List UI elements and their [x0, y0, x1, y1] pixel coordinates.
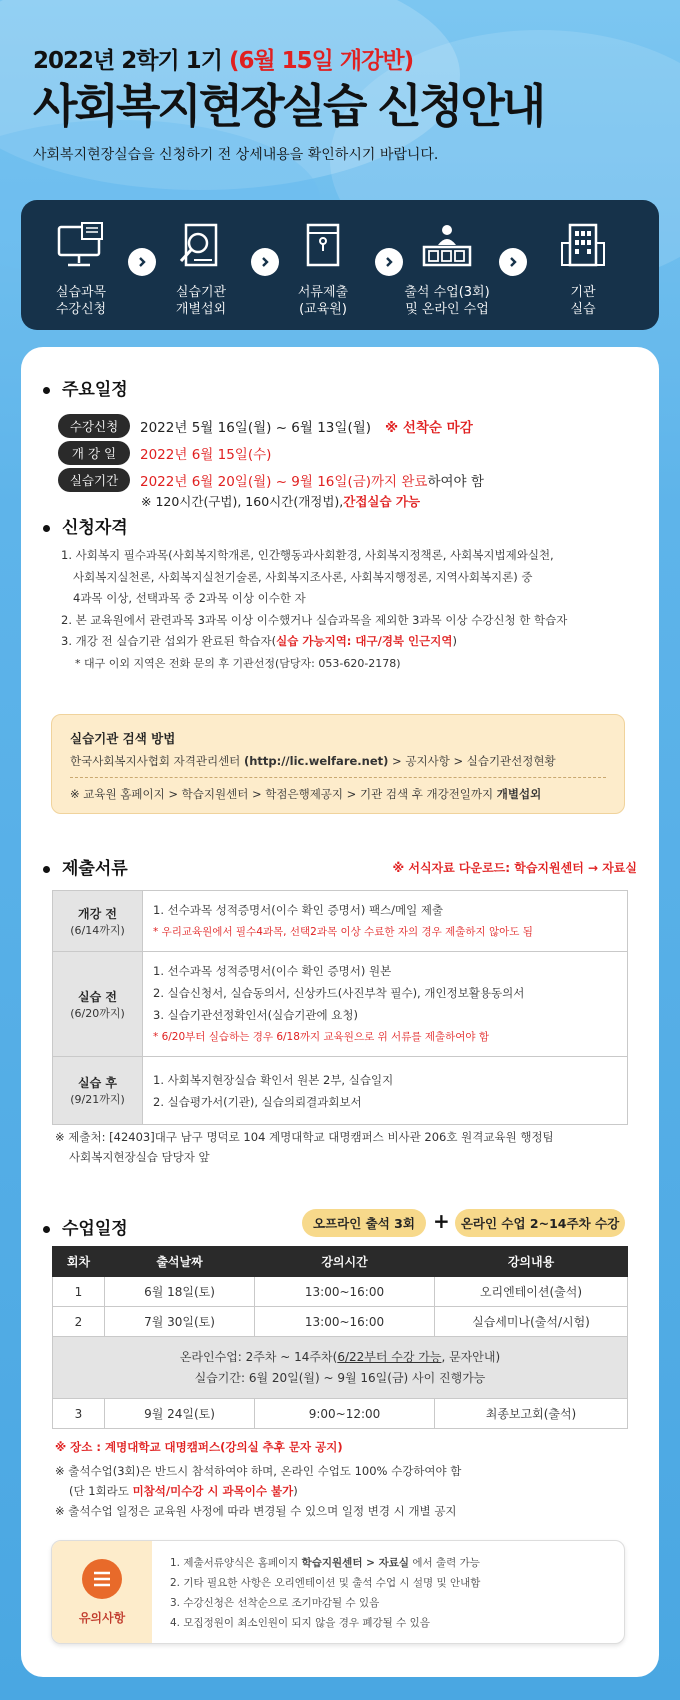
- doc-row-head: [53, 1057, 143, 1125]
- schedule-note: ※ 선착순 마감: [385, 420, 473, 436]
- note-text: (단 1회라도: [69, 1484, 133, 1498]
- process-steps: [21, 200, 659, 330]
- submission-address: [55, 1127, 554, 1167]
- step-label-line1: 서류제출: [297, 285, 349, 300]
- online-badge: 온라인 수업 2~14주차 수강: [455, 1209, 625, 1237]
- welfare-link[interactable]: (http://lic.welfare.net): [243, 754, 389, 768]
- caution-item: 3. 수강신청은 선착순으로 조기마감될 수 있음: [170, 1597, 380, 1609]
- step-label-line1: 실습기관: [175, 285, 227, 300]
- divider: [70, 777, 606, 778]
- schedule-label: 실습기간: [58, 468, 130, 492]
- doc-item: 2. 실습평가서(기관), 실습의뢰결과회보서: [153, 1094, 362, 1109]
- hours-note-highlight: 간접실습 가능: [343, 494, 421, 509]
- online-text: , 문자안내): [441, 1349, 501, 1364]
- bullet-icon: [43, 866, 50, 873]
- plus-sign: +: [433, 1209, 450, 1233]
- step-label-line1: 실습과목: [55, 285, 107, 300]
- caution-text: 에서 출력 가능: [409, 1557, 480, 1569]
- table-cell: 13:00~16:00: [255, 1277, 435, 1307]
- content-card: [21, 347, 659, 1677]
- schedule-value: 2022년 5월 16일(월) ~ 6월 13일(월): [140, 420, 372, 436]
- doc-row-head: [53, 952, 143, 1057]
- table-cell: 1: [53, 1277, 105, 1307]
- step-attendance-class: [397, 218, 497, 318]
- bullet-icon: [43, 525, 50, 532]
- online-line2: 실습기간: 6월 20일(월) ~ 9월 16일(금) 사이 진행가능: [194, 1370, 486, 1385]
- online-class-info: [53, 1337, 628, 1399]
- table-row: [53, 1399, 628, 1429]
- chevron-right-icon: [499, 248, 527, 276]
- table-cell: 2: [53, 1307, 105, 1337]
- menu-bubble-icon: [82, 1559, 122, 1599]
- table-row: [53, 1277, 628, 1307]
- section-title-schedule: [43, 375, 128, 400]
- step-label-line2: 수강신청: [55, 302, 107, 317]
- online-text: 온라인수업: 2주차 ~ 14주차(: [179, 1349, 338, 1364]
- caution-text: 1. 제출서류양식은 홈페이지: [170, 1557, 302, 1569]
- doc-head-deadline: (6/14까지): [70, 923, 125, 937]
- column-header: 강의시간: [255, 1247, 435, 1277]
- envelope-icon: [273, 218, 373, 274]
- search-box-title: 실습기관 검색 방법: [70, 731, 176, 746]
- eligibility-region: 실습 가능지역: 대구/경북 인근지역: [276, 634, 453, 648]
- table-cell: 13:00~16:00: [255, 1307, 435, 1337]
- schedule-value-suffix: 하여야 함: [427, 474, 484, 490]
- table-row: [53, 891, 628, 952]
- doc-row-content: [143, 952, 628, 1057]
- schedule-value: 2022년 6월 15일(수): [140, 447, 272, 463]
- doc-head-label: 실습 후: [78, 1076, 117, 1090]
- schedule-row-practice: [58, 468, 484, 492]
- subtitle: [33, 42, 653, 75]
- schedule-row-registration: [58, 414, 473, 438]
- search-box-line2: [70, 786, 606, 802]
- step-label-line2: (교육원): [299, 302, 347, 317]
- column-header: 강의내용: [435, 1247, 628, 1277]
- caution-side: [52, 1541, 152, 1644]
- section-title-text: 신청자격: [62, 518, 128, 538]
- section-title-text: 제출서류: [62, 859, 128, 879]
- table-row: [53, 952, 628, 1057]
- online-line1: [53, 1347, 627, 1368]
- schedule-change-note: ※ 출석수업 일정은 교육원 사정에 따라 변경될 수 있으며 일정 변경 시 개별 공지: [55, 1504, 457, 1518]
- section-title-documents: [43, 854, 128, 879]
- search-text: ※ 교육원 홈페이지 > 학습지원센터 > 학점은행제공지 > 기관 검색 후 개강전일까지: [70, 787, 497, 801]
- caution-box: [51, 1540, 625, 1644]
- class-schedule-table: [52, 1246, 628, 1429]
- step-label-line2: 실습: [570, 302, 596, 317]
- schedule-hours-note: [141, 492, 420, 510]
- step-document-submission: [273, 218, 373, 318]
- eligibility-item: 2. 본 교육원에서 관련과목 3과목 이상 이수했거나 실습과목을 제외한 3과목 이상 수강신청 한 학습자: [61, 612, 568, 627]
- note-warning: 미참석/미수강 시 과목이수 불가: [132, 1484, 294, 1498]
- eligibility-item: 1. 사회복지 필수과목(사회복지학개론, 인간행동과사회환경, 사회복지정책론, 사회복지법제와실천,: [61, 548, 554, 562]
- section-title-text: 수업일정: [62, 1219, 128, 1239]
- address-line: 사회복지현장실습 담당자 앞: [69, 1150, 210, 1164]
- search-box-line1: [70, 753, 606, 769]
- schedule-row-opening: [58, 441, 271, 465]
- schedule-label: 개 강 일: [58, 441, 130, 465]
- class-notes: [55, 1437, 461, 1521]
- table-cell: 실습세미나(출석/시험): [435, 1307, 628, 1337]
- eligibility-list: [61, 545, 567, 674]
- page-title: 사회복지현장실습 신청안내: [33, 79, 544, 133]
- table-cell: 3: [53, 1399, 105, 1429]
- page-description: 사회복지현장실습을 신청하기 전 상세내용을 확인하시기 바랍니다.: [33, 146, 439, 163]
- download-note: ※ 서식자료 다운로드: 학습지원센터 → 자료실: [392, 861, 637, 875]
- schedule-label: 수강신청: [58, 414, 130, 438]
- caution-text-bold: 학습지원센터 > 자료실: [301, 1557, 410, 1569]
- doc-note: * 6/20부터 실습하는 경우 6/18까지 교육원으로 위 서류를 제출하여야 함: [153, 1031, 490, 1043]
- eligibility-text: 3. 개강 전 실습기관 섭외가 완료된 학습자(: [61, 634, 277, 648]
- doc-item: 1. 선수과목 성적증명서(이수 확인 증명서) 원본: [153, 964, 392, 978]
- table-header-row: [53, 1247, 628, 1277]
- documents-table: [52, 890, 628, 1125]
- bullet-icon: [43, 387, 50, 394]
- monitor-icon: [31, 218, 131, 274]
- lecture-icon: [397, 218, 497, 274]
- attendance-note-detail: [55, 1481, 461, 1501]
- doc-note: * 우리교육원에서 필수4과목, 선택2과목 이상 수료한 자의 경우 제출하지 않아도 됨: [153, 926, 533, 938]
- column-header: 회차: [53, 1247, 105, 1277]
- doc-item: 1. 선수과목 성적증명서(이수 확인 증명서) 팩스/메일 제출: [153, 903, 444, 917]
- caution-list: [170, 1553, 480, 1633]
- caution-item: [170, 1553, 480, 1573]
- doc-head-label: 개강 전: [78, 906, 117, 921]
- schedule-value: 2022년 6월 20일(월) ~ 9월 16일(금)까지 완료: [140, 474, 428, 490]
- doc-item: 2. 실습신청서, 실습동의서, 신상카드(사진부착 필수), 개인정보활용동의서: [153, 986, 525, 1000]
- caution-label: 유의사항: [78, 1611, 126, 1625]
- subtitle-opening-date: (6월 15일 개강반): [228, 48, 414, 74]
- step-institution-practice: [533, 218, 633, 318]
- header: [33, 42, 653, 164]
- eligibility-item: [61, 631, 567, 653]
- doc-row-head: [53, 891, 143, 952]
- section-title-eligibility: [43, 513, 128, 538]
- column-header: 출석날짜: [105, 1247, 255, 1277]
- doc-item: 3. 실습기관선정확인서(실습기관에 요청): [153, 1008, 358, 1022]
- caution-item: 4. 모집정원이 최소인원이 되지 않을 경우 폐강될 수 있음: [170, 1617, 430, 1629]
- eligibility-item: 사회복지실천론, 사회복지실천기술론, 사회복지조사론, 사회복지행정론, 지역사회복지론) 중: [73, 569, 533, 584]
- magnifier-document-icon: [151, 218, 251, 274]
- step-institution-contact: [151, 218, 251, 318]
- offline-badge: 오프라인 출석 3회: [302, 1209, 426, 1237]
- search-text: > 공지사항 > 실습기관선정현황: [388, 754, 556, 768]
- doc-item: 1. 사회복지현장실습 확인서 원본 2부, 실습일지: [153, 1072, 394, 1087]
- search-text: 한국사회복지사협회 자격관리센터: [70, 754, 244, 768]
- bullet-icon: [43, 1226, 50, 1233]
- table-cell: 9:00~12:00: [255, 1399, 435, 1429]
- table-cell: 9월 24일(토): [105, 1399, 255, 1429]
- note-text: ): [293, 1484, 298, 1498]
- building-icon: [533, 218, 633, 274]
- table-row: [53, 1057, 628, 1125]
- subtitle-term: 2022년 2학기 1기: [33, 48, 222, 74]
- step-label-line2: 개별섭외: [175, 302, 227, 317]
- step-label-line1: 출석 수업(3회): [404, 285, 490, 300]
- address-line: ※ 제출처: [42403]대구 남구 명덕로 104 계명대학교 대명캠퍼스 비사관 206호 원격교육원 행정팀: [55, 1130, 554, 1144]
- eligibility-item: 4과목 이상, 선택과목 중 2과목 이상 이수한 자: [73, 591, 306, 605]
- table-cell: 7월 30일(토): [105, 1307, 255, 1337]
- online-text-underline: 6/22부터 수강 가능: [337, 1349, 442, 1364]
- table-cell: 최종보고회(출석): [435, 1399, 628, 1429]
- doc-head-label: 실습 전: [78, 989, 117, 1004]
- hours-note-text: ※ 120시간(구법), 160시간(개정법),: [141, 494, 344, 509]
- table-cell: 6월 18일(토): [105, 1277, 255, 1307]
- doc-row-content: [143, 1057, 628, 1125]
- place-note: ※ 장소 : 계명대학교 대명캠퍼스(강의실 추후 문자 공지): [55, 1440, 343, 1454]
- step-label-line2: 및 온라인 수업: [405, 302, 489, 317]
- table-cell: 오리엔테이션(출석): [435, 1277, 628, 1307]
- table-row-online: [53, 1337, 628, 1399]
- eligibility-text: ): [452, 634, 457, 648]
- table-row: [53, 1307, 628, 1337]
- section-title-classes: [43, 1214, 128, 1239]
- search-text-bold: 개별섭외: [496, 787, 542, 801]
- caution-item: 2. 기타 필요한 사항은 오리엔테이션 및 출석 수업 시 설명 및 안내함: [170, 1577, 481, 1589]
- attendance-note: ※ 출석수업(3회)은 반드시 참석하여야 하며, 온라인 수업도 100% 수강하여야 함: [55, 1464, 462, 1478]
- section-title-text: 주요일정: [62, 380, 128, 400]
- doc-row-content: [143, 891, 628, 952]
- step-label-line1: 기관: [570, 285, 596, 300]
- eligibility-note: * 대구 이외 지역은 전화 문의 후 기관선정(담당자: 053-620-2178): [75, 656, 401, 670]
- step-course-registration: [31, 218, 131, 318]
- institution-search-box: [51, 714, 625, 814]
- doc-head-deadline: (9/21까지): [70, 1093, 125, 1106]
- doc-head-deadline: (6/20까지): [70, 1006, 125, 1020]
